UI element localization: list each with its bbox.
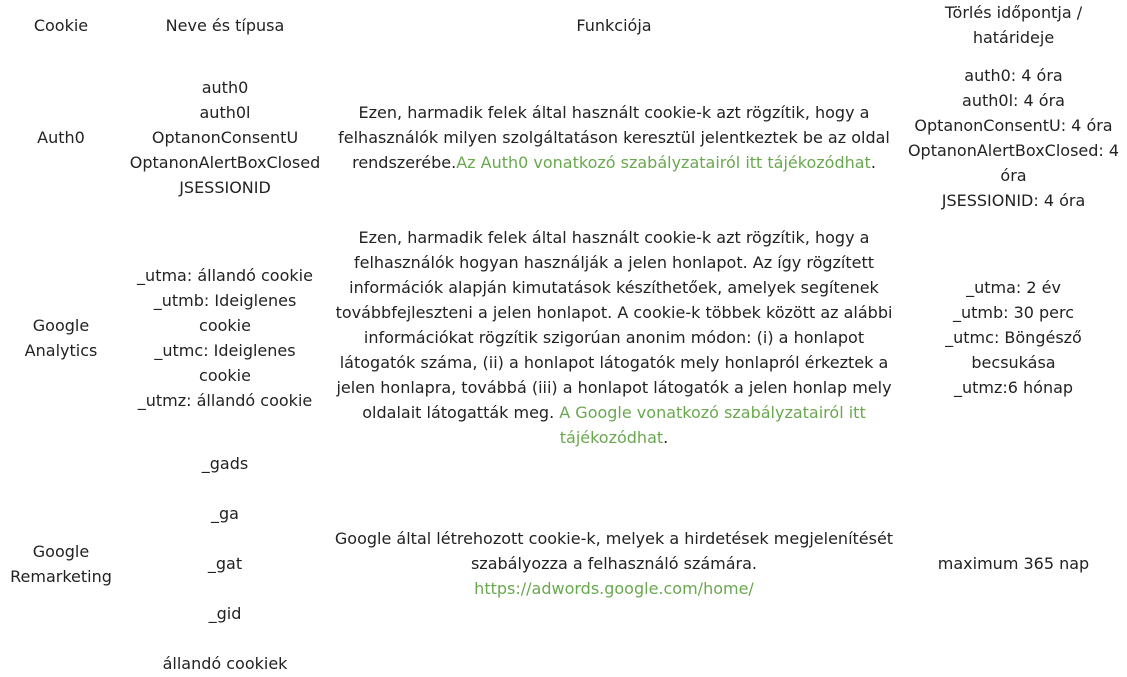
name-item: _utmc: Ideiglenes cookie: [154, 340, 296, 385]
adwords-link[interactable]: https://adwords.google.com/home/: [474, 579, 754, 598]
deletion-item: JSESSIONID: 4 óra: [941, 190, 1086, 210]
name-item: auth0l: [199, 103, 251, 122]
name-item: _ga: [211, 504, 239, 523]
header-deletion: Törlés időpontja / határideje: [944, 3, 1083, 47]
function-cell-auth0: [328, 50, 900, 225]
name-item: OptanonAlertBoxClosed: [129, 153, 321, 172]
cookie-name-auth0: Auth0: [37, 128, 85, 147]
function-cell-google-analytics: [328, 225, 900, 450]
deletion-cell-google-analytics: [900, 225, 1127, 450]
function-suffix: .: [663, 428, 669, 447]
name-item: _utmz: állandó cookie: [137, 390, 313, 410]
cookie-name-google-remarketing: Google Remarketing: [10, 541, 112, 586]
function-text: Ezen, harmadik felek által használt cookie-k azt rögzítik, hogy a felhasználók hogyan használják a jelen honlapot. Az így rögzített információk alapján kimutatások készíthetőek, amelyek segítenek továbbfejleszteni a jelen honlapot. A cookie-k többek között az alábbi információkat rögzítik szigorúan anonim módon: (i) a honlapot látogatók száma, (ii) a honlapot látogatók mely honlapról érkeztek a jelen honlapra, továbbá (iii) a honlapot látogatók a jelen honlap mely oldalait látogatták meg.: [335, 228, 893, 422]
cookie-name-google-analytics: Google Analytics: [24, 315, 98, 360]
deletion-cell-auth0: [900, 50, 1127, 225]
table-row-google-analytics: [0, 225, 1127, 450]
name-item: auth0: [201, 78, 249, 97]
names-cell-auth0: [122, 50, 328, 225]
table-header-row: [0, 0, 1127, 50]
names-cell-google-remarketing: [122, 450, 328, 677]
deletion-cell-google-remarketing: [900, 450, 1127, 677]
deletion-item: maximum 365 nap: [937, 554, 1090, 573]
deletion-item: auth0: 4 óra: [964, 65, 1063, 85]
function-suffix: .: [870, 153, 876, 172]
name-item: _gat: [207, 554, 243, 573]
header-function: Funkciója: [576, 15, 652, 35]
name-item: állandó cookiek: [162, 654, 288, 673]
auth0-policy-link[interactable]: Az Auth0 vonatkozó szabályzatairól itt tájékozódhat: [456, 153, 871, 172]
header-name-type: Neve és típusa: [165, 15, 285, 35]
names-cell-google-analytics: [122, 225, 328, 450]
deletion-item: OptanonConsentU: 4 óra: [914, 115, 1113, 135]
header-cookie: Cookie: [33, 15, 89, 35]
deletion-item: _utmz:6 hónap: [953, 378, 1074, 397]
name-item: _gads: [201, 454, 249, 473]
function-text: Google által létrehozott cookie-k, melyek a hirdetések megjelenítését szabályozza a felhasználó számára.: [334, 529, 894, 573]
function-cell-google-remarketing: [328, 450, 900, 677]
deletion-item: OptanonAlertBoxClosed: 4 óra: [907, 140, 1120, 185]
table-row-auth0: [0, 50, 1127, 225]
deletion-item: auth0l: 4 óra: [962, 90, 1065, 110]
function-text: Ezen, harmadik felek által használt cookie-k azt rögzítik, hogy a felhasználók milyen szolgáltatáson keresztül jelentkeztek be az oldal rendszerébe.: [338, 103, 890, 172]
name-item: _gid: [208, 604, 242, 623]
deletion-item: _utmc: Böngésző becsukása: [945, 328, 1082, 372]
deletion-item: _utmb: 30 perc: [952, 303, 1075, 322]
name-item: JSESSIONID: [179, 178, 271, 197]
deletion-item: _utma: 2 év: [966, 278, 1061, 297]
table-row-google-remarketing: [0, 450, 1127, 677]
name-item: _utmb: Ideiglenes cookie: [153, 290, 297, 335]
name-item: OptanonConsentU: [151, 128, 299, 147]
name-item: _utma: állandó cookie: [137, 265, 313, 285]
google-policy-link[interactable]: A Google vonatkozó szabályzatairól itt tájékozódhat: [559, 403, 866, 447]
